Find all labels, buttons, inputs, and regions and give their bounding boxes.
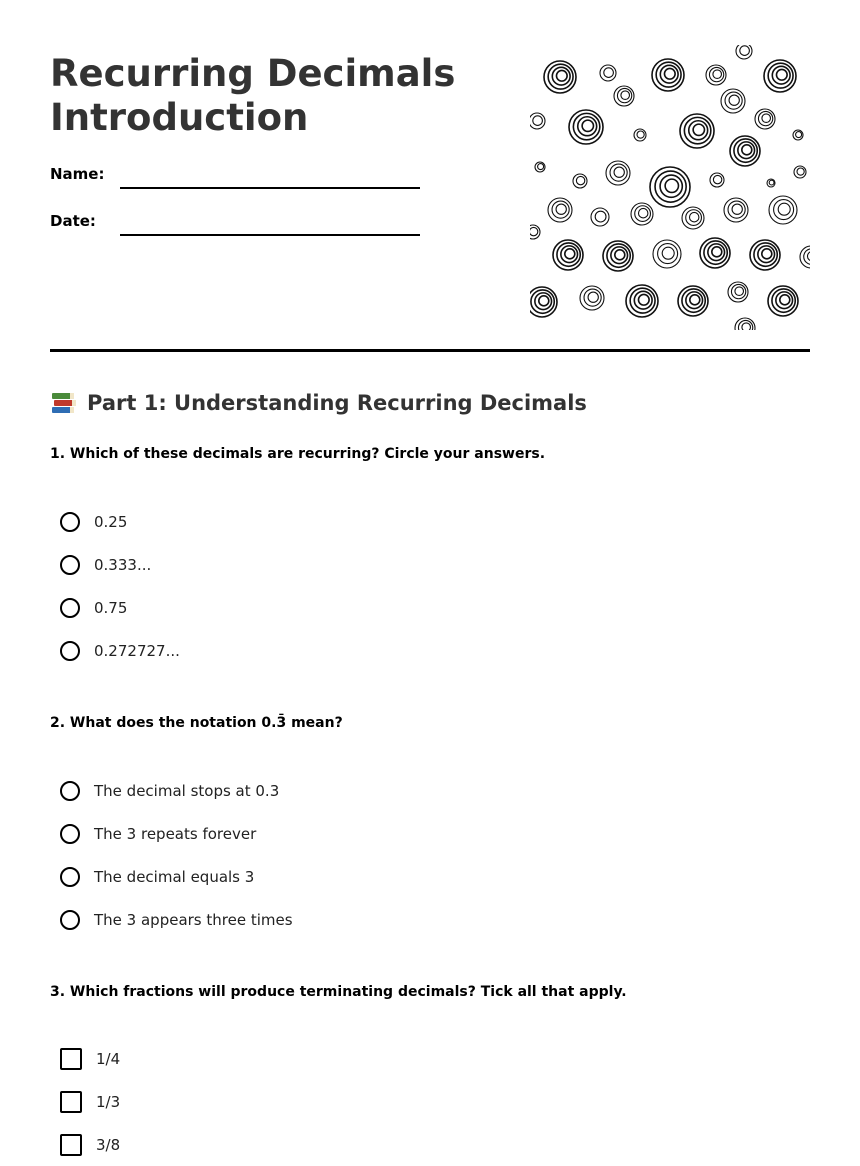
checkbox[interactable] <box>60 1048 82 1070</box>
radio-circle[interactable] <box>60 781 80 801</box>
option[interactable] <box>60 898 293 941</box>
spiral-ring <box>582 120 593 131</box>
option[interactable] <box>60 586 180 629</box>
option-label: 0.25 <box>94 512 128 531</box>
spiral-ring <box>604 68 614 78</box>
spiral-ring <box>556 70 567 81</box>
question-3-options <box>60 1037 120 1166</box>
spiral-ring <box>637 131 644 138</box>
radio-circle[interactable] <box>60 598 80 618</box>
checkbox[interactable] <box>60 1134 82 1156</box>
spiral-ring <box>588 292 598 302</box>
option-label: 3/8 <box>96 1135 121 1154</box>
option-label: 1/4 <box>96 1049 121 1068</box>
spiral-ring <box>565 249 575 259</box>
question-1: 1. Which of these decimals are recurring? Circle your answers. <box>50 446 546 462</box>
spiral-ring <box>615 250 625 260</box>
spiral-ring <box>665 179 678 192</box>
option-label: The 3 appears three times <box>94 910 293 929</box>
name-label: Name: <box>50 165 105 183</box>
name-field[interactable] <box>50 165 420 189</box>
question-2-options <box>60 769 293 941</box>
spiral-ring <box>689 212 698 221</box>
spiral-ring <box>614 167 624 177</box>
option[interactable] <box>60 1080 120 1123</box>
spiral-ring <box>780 295 790 305</box>
spiral-ring <box>576 176 584 184</box>
radio-circle[interactable] <box>60 867 80 887</box>
option[interactable] <box>60 855 293 898</box>
spiral-ring <box>530 227 538 235</box>
spiral-ring <box>533 116 543 126</box>
spiral-ring <box>807 251 810 260</box>
option-label: 0.75 <box>94 598 128 617</box>
spiral-ring <box>804 249 810 265</box>
spiral-ring <box>796 132 802 138</box>
spiral-ring <box>762 114 771 123</box>
books-icon <box>50 390 78 416</box>
spiral-ring <box>712 247 722 257</box>
title-line-2: Introduction <box>50 96 309 139</box>
option-label: The decimal equals 3 <box>94 867 255 886</box>
spiral-ring <box>729 95 739 105</box>
option[interactable] <box>60 1037 120 1080</box>
worksheet-header <box>50 0 810 350</box>
spiral-ring <box>732 204 742 214</box>
spiral-ring <box>638 294 649 305</box>
question-2: 2. What does the notation 0.3̄ mean? <box>50 715 343 731</box>
spiral-ring <box>742 323 751 330</box>
spiral-ring <box>713 70 722 79</box>
spiral-ring <box>638 208 647 217</box>
date-line[interactable] <box>120 234 420 236</box>
spiral-pattern-svg <box>530 45 810 330</box>
option[interactable] <box>60 812 293 855</box>
part1-title: Part 1: Understanding Recurring Decimals <box>87 391 587 415</box>
spiral-ring <box>693 124 704 135</box>
spiral-ring <box>778 203 790 215</box>
option[interactable] <box>60 629 180 672</box>
spiral-pattern-image <box>530 45 810 330</box>
option[interactable] <box>60 769 293 812</box>
spiral-ring <box>740 46 750 56</box>
option[interactable] <box>60 543 180 586</box>
option-label: The 3 repeats forever <box>94 824 257 843</box>
worksheet-page <box>50 0 810 1154</box>
spiral-ring <box>797 168 804 175</box>
spiral-ring <box>621 91 630 100</box>
spiral-ring <box>538 164 544 170</box>
option[interactable] <box>60 500 180 543</box>
option-label: The decimal stops at 0.3 <box>94 781 280 800</box>
spiral-ring <box>769 180 774 185</box>
spiral-ring <box>650 167 690 207</box>
spiral-ring <box>690 295 700 305</box>
spiral-ring <box>664 68 675 79</box>
date-field[interactable] <box>50 212 420 236</box>
worksheet-title <box>50 52 455 140</box>
spiral-ring <box>662 247 674 259</box>
title-line-1: Recurring Decimals <box>50 52 456 95</box>
radio-circle[interactable] <box>60 641 80 661</box>
spiral-ring <box>595 211 606 222</box>
radio-circle[interactable] <box>60 555 80 575</box>
date-label: Date: <box>50 212 96 230</box>
checkbox[interactable] <box>60 1091 82 1113</box>
name-line[interactable] <box>120 187 420 189</box>
question-3: 3. Which fractions will produce terminating decimals? Tick all that apply. <box>50 984 627 1000</box>
question-1-options <box>60 500 180 672</box>
radio-circle[interactable] <box>60 910 80 930</box>
option[interactable] <box>60 1123 120 1166</box>
spiral-ring <box>539 296 549 306</box>
spiral-ring <box>713 175 721 183</box>
spiral-ring <box>742 145 752 155</box>
part1-heading <box>50 390 587 416</box>
spiral-ring <box>735 287 744 296</box>
spiral-ring <box>556 204 566 214</box>
option-label: 0.333... <box>94 555 152 574</box>
spiral-ring <box>776 69 787 80</box>
radio-circle[interactable] <box>60 512 80 532</box>
option-label: 1/3 <box>96 1092 121 1111</box>
option-label: 0.272727... <box>94 641 180 660</box>
radio-circle[interactable] <box>60 824 80 844</box>
spiral-ring <box>762 249 772 259</box>
header-divider <box>50 349 810 352</box>
